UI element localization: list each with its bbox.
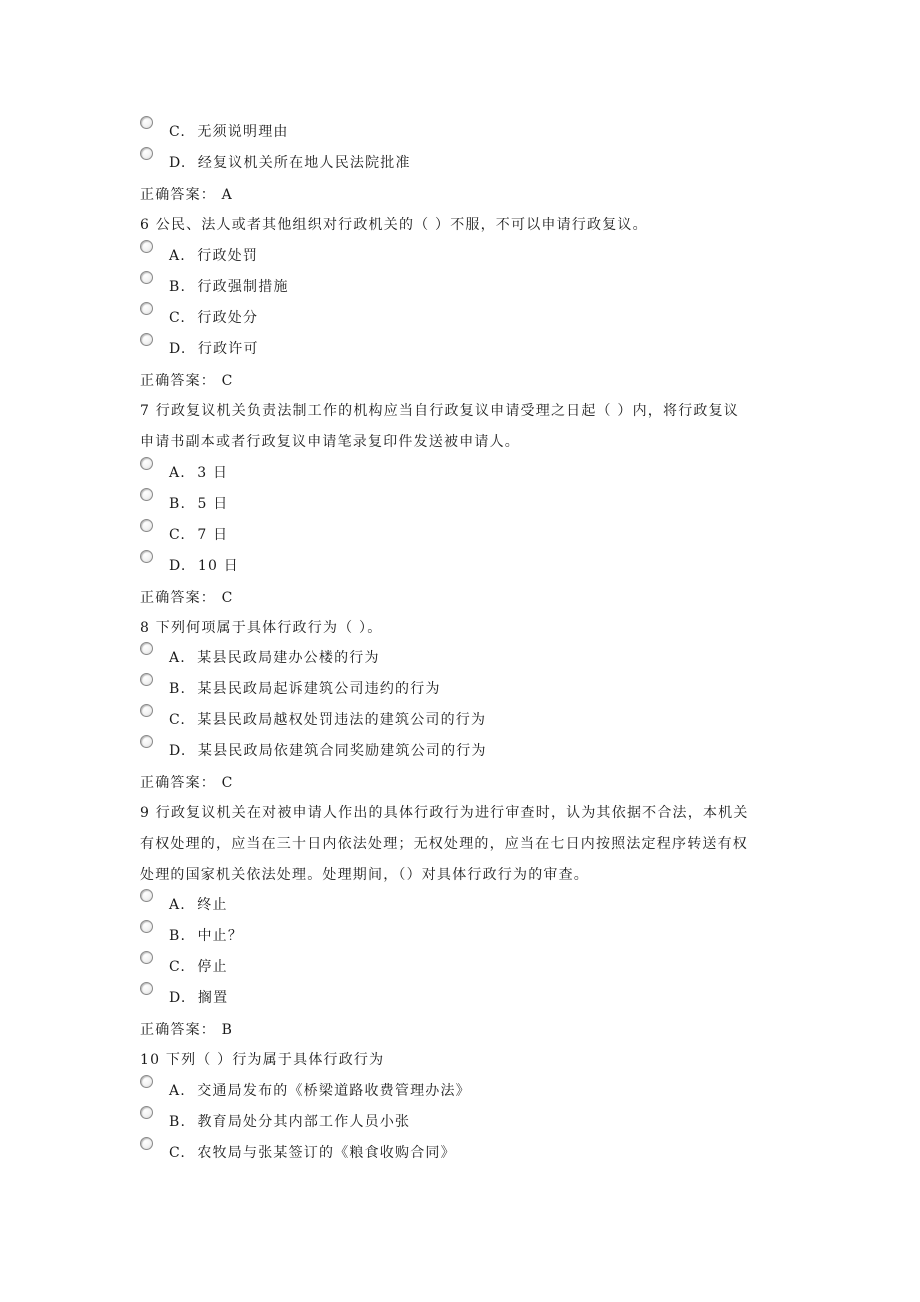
radio-icon[interactable]	[140, 457, 153, 470]
radio-icon[interactable]	[140, 271, 153, 284]
q9-question-line3: 处理的国家机关依法处理。处理期间，（）对具体行政行为的审查。	[140, 867, 589, 883]
q8-question: 8 下列何项属于具体行政行为（ ）。	[140, 620, 383, 636]
radio-icon[interactable]	[140, 982, 153, 995]
radio-icon[interactable]	[140, 550, 153, 563]
q9-question-line2: 有权处理的，应当在三十日内依法处理；无权处理的，应当在七日内按照法定程序转送有权	[140, 836, 748, 852]
radio-icon[interactable]	[140, 333, 153, 346]
q6-question: 6 公民、法人或者其他组织对行政机关的（ ）不服，不可以申请行政复议。	[140, 217, 648, 233]
radio-icon[interactable]	[140, 1137, 153, 1150]
radio-icon[interactable]	[140, 642, 153, 655]
radio-icon[interactable]	[140, 488, 153, 501]
radio-icon[interactable]	[140, 704, 153, 717]
radio-icon[interactable]	[140, 1106, 153, 1119]
radio-icon[interactable]	[140, 302, 153, 315]
radio-icon[interactable]	[140, 240, 153, 253]
q8-answer: 正确答案： C	[140, 775, 234, 791]
q7-question-line1: 7 行政复议机关负责法制工作的机构应当自行政复议申请受理之日起（ ）内，将行政复议	[140, 403, 740, 419]
radio-icon[interactable]	[140, 116, 153, 129]
radio-icon[interactable]	[140, 889, 153, 902]
radio-icon[interactable]	[140, 951, 153, 964]
q6-answer: 正确答案： C	[140, 373, 234, 389]
document-page: C. 无须说明理由 D. 经复议机关所在地人民法院批准 正确答案： A 6 公民、法人或者其他组织对行政机关的（ ）不服，不可以申请行政复议。 A. 行政处罚 B. 行政强制措施 C. 行政处分 D. 行政许可 正确答案： C 7 行政复议机关负责法制工作的机构应当自行政复议申请受理之日起（ ）内，将行政复议 申请书副本或者行政复议申请笔录复印件发送被申请人。 A. 3 日 B. 5 日 C. 7 日 D. 10 日 正确答案： C 8 下列何项属于具体行政行为（ ）。 A. 某县民政局建办公楼的行为 B. 某县民政局起诉建筑公司违约的行为 C. 某县民政局越权处罚违法的建筑公司的行为 D. 某县民政局依建筑合同奖励建筑公司的行为 正确答案： C 9 行政复议机关在对被申请人作出的具体行政行为进行审查时，认为其依据不合法，本机关 有权处理的，应当在三十日内依法处理；无权处理的，应当在七日内按照法定程序转送有权 处理的国家机关依法处理。处理期间，（）对具体行政行为的审查。 A. 终止 B. 中止？ C. 停止 D. 搁置 正确答案： B 10 下列（ ）行为属于具体行政行为 A. 交通局发布的《桥梁道路收费管理办法》 B. 教育局处分其内部工作人员小张 C. 农牧局与张某签订的《粮食收购合同》	[0, 0, 920, 1302]
radio-icon[interactable]	[140, 673, 153, 686]
radio-icon[interactable]	[140, 147, 153, 160]
radio-icon[interactable]	[140, 735, 153, 748]
q5-answer: 正确答案： A	[140, 187, 233, 203]
radio-icon[interactable]	[140, 519, 153, 532]
q10-question: 10 下列（ ）行为属于具体行政行为	[140, 1052, 385, 1068]
radio-icon[interactable]	[140, 920, 153, 933]
q7-question-line2: 申请书副本或者行政复议申请笔录复印件发送被申请人。	[140, 434, 520, 450]
q7-answer: 正确答案： C	[140, 590, 234, 606]
radio-icon[interactable]	[140, 1075, 153, 1088]
q9-question-line1: 9 行政复议机关在对被申请人作出的具体行政行为进行审查时，认为其依据不合法，本机关	[140, 805, 749, 821]
q9-answer: 正确答案： B	[140, 1022, 234, 1038]
